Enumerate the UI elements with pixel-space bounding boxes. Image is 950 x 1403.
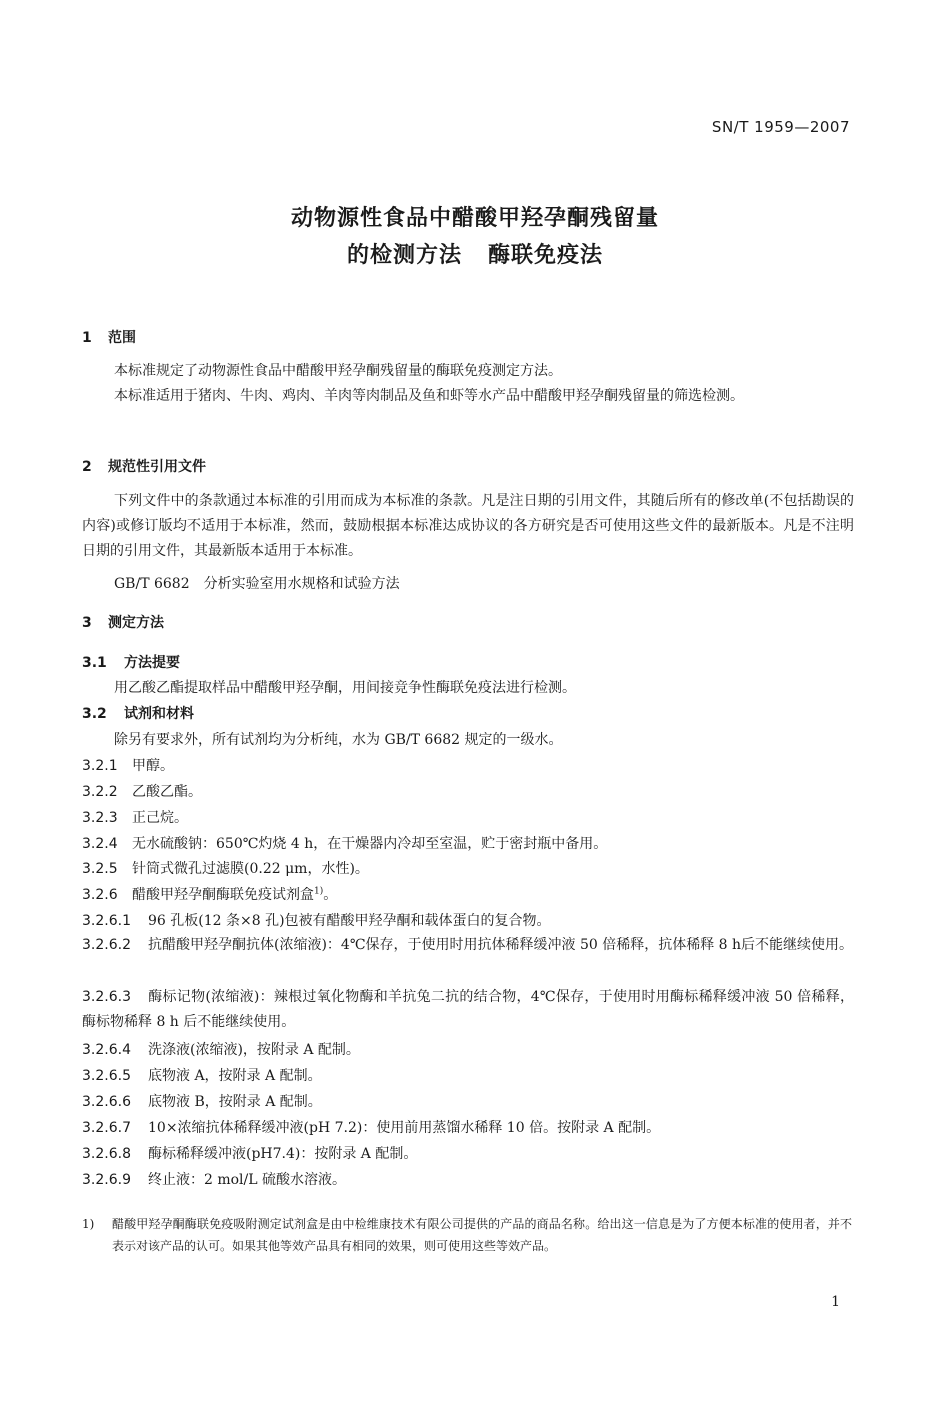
section-2-heading: 2 规范性引用文件 <box>82 459 206 475</box>
list-item: 3.2.6.5 底物液 A，按附录 A 配制。 <box>82 1068 322 1084</box>
footnote-text: 醋酸甲羟孕酮酶联免疫吸附测定试剂盒是由中检维康技术有限公司提供的产品的商品名称。给出这一信息是为了方便本标准的使用者，并不表示对该产品的认可。如果其他等效产品具有相同的效果，则可使用这些等效产品。 <box>112 1217 852 1253</box>
section-3-2-text: 除另有要求外，所有试剂均为分析纯，水为 GB/T 6682 规定的一级水。 <box>114 732 563 748</box>
section-3-1-heading: 3.1 方法提要 <box>82 655 180 671</box>
list-item: 3.2.6.1 96 孔板(12 条×8 孔)包被有醋酸甲羟孕酮和载体蛋白的复合物。 <box>82 913 551 929</box>
list-item: 3.2.6.6 底物液 B，按附录 A 配制。 <box>82 1094 322 1110</box>
normative-reference: GB/T 6682 分析实验室用水规格和试验方法 <box>114 576 400 592</box>
list-item: 3.2.6.7 10×浓缩抗体稀释缓冲液(pH 7.2)：使用前用蒸馏水稀释 10 倍。按附录 A 配制。 <box>82 1120 661 1136</box>
standard-code: SN/T 1959—2007 <box>711 118 850 136</box>
footnote-marker: 1) <box>314 886 324 897</box>
list-item: 3.2.6.3 酶标记物(浓缩液)：辣根过氧化物酶和羊抗兔二抗的结合物，4℃保存，于使用时用酶标稀释缓冲液 50 倍稀释，酶标物稀释 8 h 后不能继续使用。 <box>82 989 854 1030</box>
list-item: 3.2.6.4 洗涤液(浓缩液)，按附录 A 配制。 <box>82 1042 360 1058</box>
list-item: 3.2.5 针筒式微孔过滤膜(0.22 μm，水性)。 <box>82 861 369 877</box>
list-item: 3.2.6.2 抗醋酸甲羟孕酮抗体(浓缩液)：4℃保存，于使用时用抗体稀释缓冲液 50 倍稀释，抗体稀释 8 h后不能继续使用。 <box>82 937 854 953</box>
title-line-1: 动物源性食品中醋酸甲羟孕酮残留量 <box>290 206 659 231</box>
footnote-number: 1) <box>82 1217 95 1231</box>
list-item: 3.2.2 乙酸乙酯。 <box>82 784 202 800</box>
section-1-heading: 1 范围 <box>82 330 136 346</box>
list-item: 3.2.6 醋酸甲羟孕酮酶联免疫试剂盒$^{1)}$。 <box>82 886 338 903</box>
section-1-paragraph-2: 本标准适用于猪肉、牛肉、鸡肉、羊肉等肉制品及鱼和虾等水产品中醋酸甲羟孕酮残留量的筛选检测。 <box>114 388 744 404</box>
title-line-2 <box>0 237 950 274</box>
section-3-2-heading: 3.2 试剂和材料 <box>82 706 194 722</box>
section-3-1-text: 用乙酸乙酯提取样品中醋酸甲羟孕酮，用间接竞争性酶联免疫法进行检测。 <box>114 680 576 696</box>
title-line-2b: 酶联免疫法 <box>488 243 604 268</box>
title-line-2a: 的检测方法 <box>346 243 462 268</box>
section-2-paragraph: 下列文件中的条款通过本标准的引用而成为本标准的条款。凡是注日期的引用文件，其随后所有的修改单(不包括勘误的内容)或修订版均不适用于本标准，然而，鼓励根据本标准达成协议的各方研究是否可使用这些文件的最新版本。凡是不注明日期的引用文件，其最新版本适用于本标准。 <box>82 493 854 559</box>
section-3-heading: 3 测定方法 <box>82 615 164 631</box>
list-item: 3.2.1 甲醇。 <box>82 758 174 774</box>
document-title <box>0 200 950 274</box>
list-item: 3.2.6.9 终止液：2 mol/L 硫酸水溶液。 <box>82 1172 347 1188</box>
list-item: 3.2.6.8 酶标稀释缓冲液(pH7.4)：按附录 A 配制。 <box>82 1146 418 1162</box>
list-item: 3.2.4 无水硫酸钠：650℃灼烧 4 h，在干燥器内冷却至室温，贮于密封瓶中备用。 <box>82 836 608 852</box>
list-item: 3.2.3 正己烷。 <box>82 810 188 826</box>
footnote <box>82 1213 852 1257</box>
section-1-paragraph-1: 本标准规定了动物源性食品中醋酸甲羟孕酮残留量的酶联免疫测定方法。 <box>114 363 562 379</box>
page-number: 1 <box>831 1294 840 1310</box>
